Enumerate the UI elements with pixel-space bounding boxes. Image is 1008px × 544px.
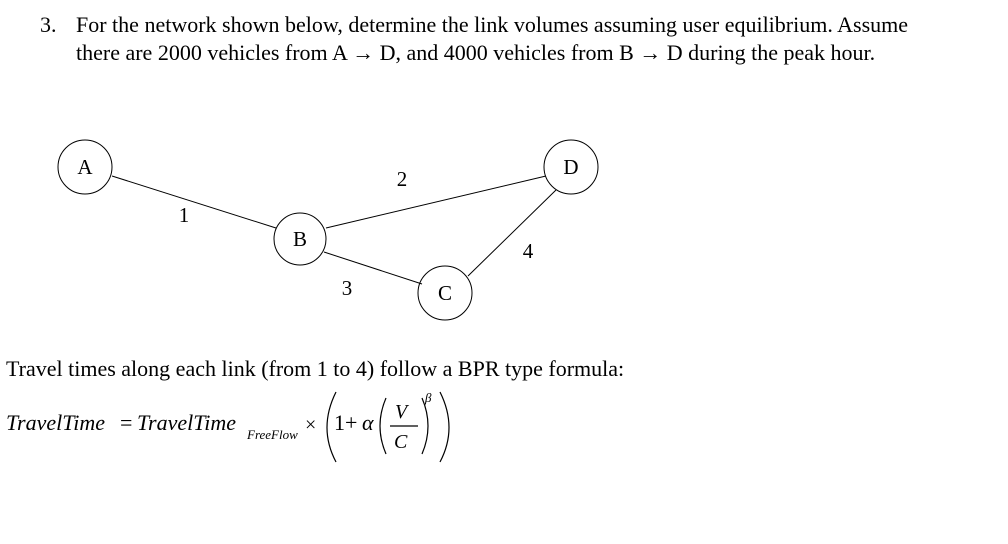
node-c-label: C [437, 281, 453, 305]
formula-alpha: α [362, 410, 374, 435]
bpr-intro-text: Travel times along each link (from 1 to 4) follow a BPR type formula: [6, 356, 625, 381]
formula-times: × [305, 414, 317, 436]
node-b-label: B [292, 227, 308, 251]
formula-numerator: V [395, 401, 408, 423]
question-number: 3. [40, 12, 57, 37]
outer-right-paren [440, 392, 449, 462]
formula-subscript: FreeFlow [247, 427, 298, 442]
link-4-label: 4 [522, 239, 534, 263]
formula-equals: = [120, 410, 133, 435]
link-3-line [324, 252, 422, 284]
node-d-label: D [563, 155, 579, 179]
formula-denominator: C [394, 431, 408, 453]
link-1-line [112, 176, 276, 228]
link-4-line [468, 190, 556, 276]
formula-beta: β [425, 390, 432, 405]
inner-right-paren [422, 398, 428, 454]
bpr-formula [6, 386, 466, 466]
link-1-label: 1 [178, 203, 190, 227]
link-3-label: 3 [341, 276, 353, 300]
question-text-line2: there are 2000 vehicles from A → D, and 4000 vehicles from B → D during the peak hour. [76, 40, 876, 65]
formula-one-plus: 1+ [334, 410, 358, 435]
inner-left-paren [380, 398, 386, 454]
link-2-line [326, 176, 546, 228]
link-2-label: 2 [396, 167, 408, 191]
node-a-label: A [77, 155, 93, 179]
question-text-line1: For the network shown below, determine the link volumes assuming user equilibrium. Assume [76, 12, 909, 37]
formula-rhs: TravelTime [137, 410, 237, 435]
formula-lhs: TravelTime [6, 410, 106, 435]
